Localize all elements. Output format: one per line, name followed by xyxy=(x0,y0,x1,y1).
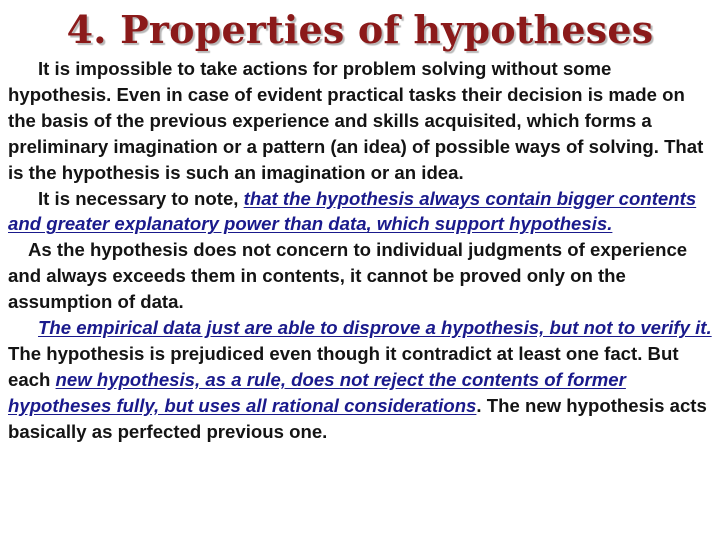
paragraph-4 xyxy=(8,315,712,445)
paragraph-4-highlight-2: new hypothesis, as a rule, does not reject the contents of former hypotheses fully, but uses all rational considerations xyxy=(8,368,626,416)
paragraph-3-text: As the hypothesis does not concern to individual judgments of experience and always exceeds them in contents, it cannot be proved only on the assumption of data. xyxy=(8,239,688,313)
paragraph-3 xyxy=(8,237,712,315)
paragraph-2-highlight: that the hypothesis always contain bigger contents and greater explanatory power than data, which support hypothesis. xyxy=(8,187,697,235)
slide-body xyxy=(8,56,712,445)
paragraph-1 xyxy=(8,56,712,186)
paragraph-4-highlight-1: The empirical data just are able to disprove a hypothesis, but not to verify it. xyxy=(38,317,712,339)
paragraph-2-lead: It is necessary to note, xyxy=(38,187,244,209)
paragraph-4-tail: . The new hypothesis acts basically as perfected previous one. xyxy=(8,394,707,442)
slide-title: 4. Properties of hypotheses xyxy=(66,7,654,52)
paragraph-1-text: It is impossible to take actions for problem solving without some hypothesis. Even in case of evident practical tasks their decision is made on the basis of the previous experience and skills acquisited, which forms a preliminary imagination or a pattern (an idea) of possible ways of solving. That is the hypothesis is such an imagination or an idea. xyxy=(8,58,704,183)
paragraph-2 xyxy=(8,186,712,238)
paragraph-4-middle: The hypothesis is prejudiced even though it contradict at least one fact. But each xyxy=(8,342,679,390)
